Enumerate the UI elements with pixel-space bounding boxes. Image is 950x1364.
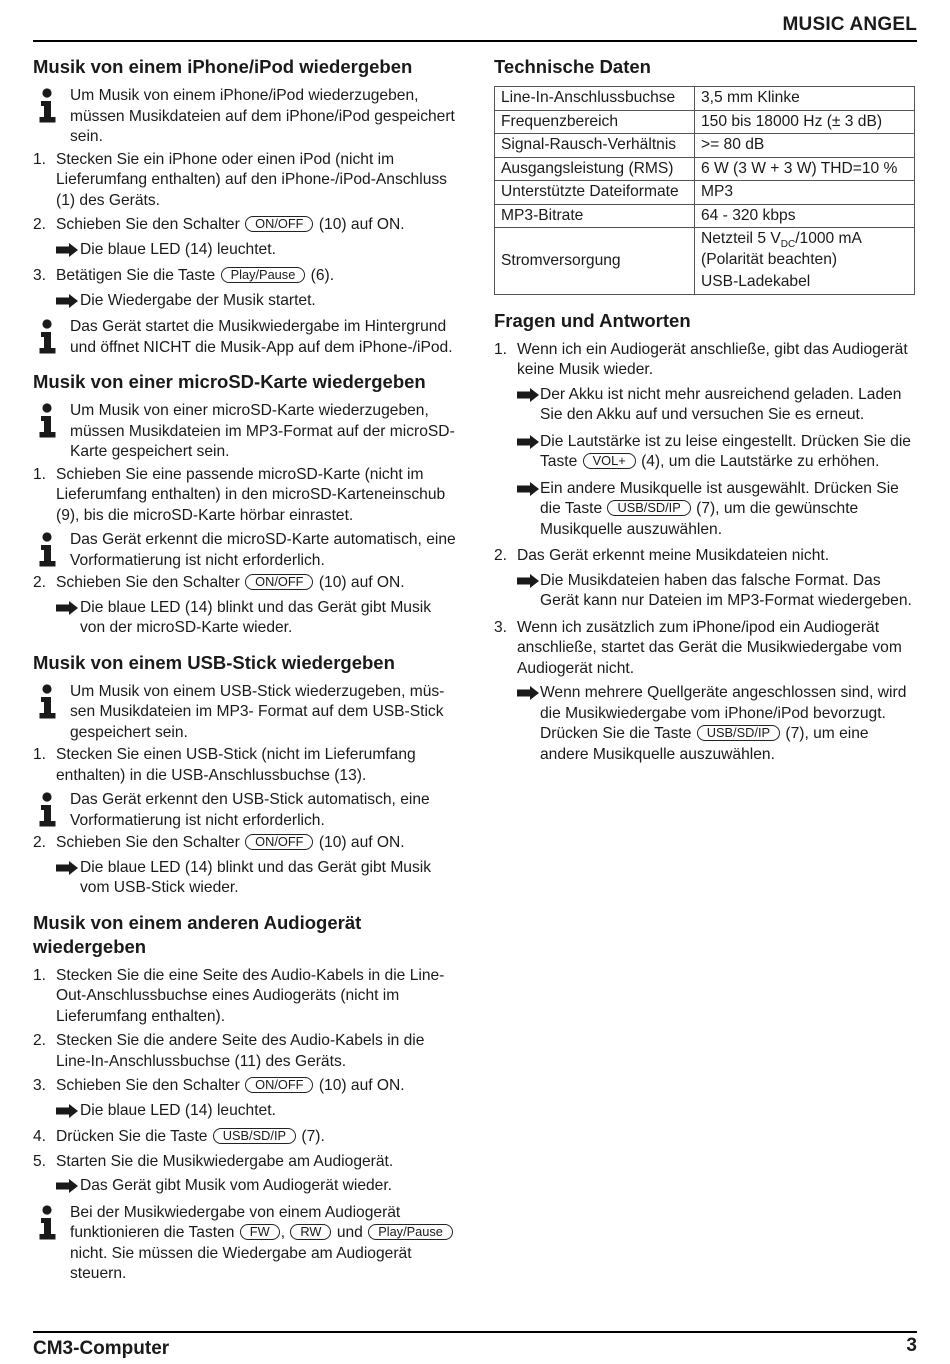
spec-value: MP3 [695, 181, 915, 205]
key-usb-sd-ip: USB/SD/IP [697, 725, 780, 741]
faq-question-1 [494, 340, 916, 381]
key-on-off: ON/OFF [245, 216, 313, 232]
spec-key: Line-In-Anschlussbuchse [495, 87, 695, 111]
step-number: 1. [33, 746, 47, 763]
section-title-audio: Musik von einem anderen Audiogerät wiedergeben [33, 911, 362, 957]
step-number: 5. [33, 1152, 47, 1170]
faq-answer [494, 683, 916, 765]
spec-key: MP3-Bitrate [495, 204, 695, 228]
table-row [495, 228, 915, 271]
step-number: 1. [33, 966, 47, 984]
step-text: Schieben Sie den Schalter [56, 1077, 240, 1094]
spec-value: 150 bis 18000 Hz (± 3 dB) [695, 110, 915, 134]
page-header [33, 12, 917, 42]
faq-answer [494, 432, 916, 473]
arrow-right-icon [516, 686, 540, 700]
section-tech-data [494, 55, 916, 295]
step-number: 2. [494, 547, 508, 564]
page-footer [33, 1331, 917, 1363]
table-row [495, 204, 915, 228]
step-text: Starten Sie die Musikwiedergabe am Audiogerät. [56, 1152, 394, 1170]
answer-text: (7), um eine andere Musikquelle auszuwählen. [540, 725, 869, 763]
key-fw: FW [240, 1224, 280, 1240]
step-2 [33, 1031, 458, 1072]
answer-text: Ein andere Musikquelle ist ausgewählt. Drücken Sie die Taste [540, 479, 899, 517]
step-result [33, 240, 458, 261]
step-number: 1. [33, 150, 47, 168]
page-number: 3 [906, 1335, 917, 1356]
step-text: Schieben Sie den Schalter [56, 834, 240, 851]
faq-answer [494, 571, 916, 612]
step-result [33, 1101, 458, 1122]
spec-key: Frequenzbereich [495, 110, 695, 134]
step-result [33, 291, 458, 312]
info-icon [37, 319, 59, 355]
answer-text: Wenn mehrere Quellgeräte angeschlossen sind, wird die Musikwiedergabe vom iPhone/iPod bevorzugt. Drücken Sie die Taste [540, 684, 907, 742]
result-text: Die blaue LED (14) blinkt und das Gerät gibt Musik vom USB-Stick wieder. [80, 858, 432, 896]
step-text: (6). [310, 267, 335, 284]
spec-value [695, 228, 915, 271]
step-number: 2. [33, 574, 47, 591]
step-1 [33, 150, 458, 212]
key-play-pause: Play/Pause [368, 1224, 453, 1240]
answer-text: Die Lautstärke ist zu leise eingestellt. Drücken Sie die Taste [540, 432, 911, 470]
arrow-right-icon [55, 294, 79, 308]
answer-text: (4), um die Lautstärke zu erhöhen. [641, 453, 880, 470]
answer-text: Die Musikdateien haben das falsche Format. Das Gerät kann nur Dateien im MP3-Format wiedergeben. [540, 571, 912, 609]
key-on-off: ON/OFF [245, 1077, 313, 1093]
arrow-right-icon [55, 861, 79, 875]
spec-value: 6 W (3 W + 3 W) THD=10 % [695, 157, 915, 181]
spec-key: Signal-Rausch-Verhältnis [495, 134, 695, 158]
step-number: 1. [33, 465, 47, 483]
section-faq [494, 309, 916, 766]
info-note [33, 317, 458, 358]
question-text: Wenn ich ein Audiogerät anschließe, gibt das Audiogerät keine Musik wieder. [517, 340, 908, 378]
key-rw: RW [290, 1224, 331, 1240]
table-row [495, 181, 915, 205]
spec-key: Stromversorgung [495, 228, 695, 295]
info-text: Um Musik von einem USB-Stick wiederzugeben, müs-sen Musikdateien im MP3- Format auf dem USB-Stick gespeichert sein. [70, 682, 445, 741]
step-number: 2. [33, 1032, 47, 1049]
spec-value: 64 - 320 kbps [695, 204, 915, 228]
step-text: Schieben Sie den Schalter [56, 216, 240, 233]
psu-text: /1000 mA [795, 230, 862, 247]
step-2 [33, 573, 458, 594]
info-note [33, 401, 458, 463]
key-play-pause: Play/Pause [221, 267, 306, 283]
step-result [33, 598, 458, 639]
spec-key: Ausgangsleistung (RMS) [495, 157, 695, 181]
step-text: Drücken Sie die Taste [56, 1128, 208, 1145]
key-usb-sd-ip: USB/SD/IP [607, 500, 690, 516]
key-on-off: ON/OFF [245, 574, 313, 590]
info-text: Bei der Musikwiedergabe von einem Audiogerät funktionieren die Tasten [70, 1203, 401, 1241]
faq-question-3 [494, 618, 916, 680]
info-note [33, 86, 458, 148]
section-audio [33, 911, 458, 1285]
info-text: Um Musik von einer microSD-Karte wiederzugeben, müssen Musikdateien im MP3-Format auf der microSD-Karte gespeichert sein. [70, 402, 455, 460]
right-column [494, 55, 916, 777]
step-5 [33, 1152, 458, 1173]
psu-sub: DC [780, 239, 796, 251]
psu-text: (Polarität beachten) [701, 250, 838, 268]
info-note [33, 682, 458, 744]
section-usb [33, 651, 458, 899]
spec-value: 3,5 mm Klinke [695, 87, 915, 111]
step-number: 3. [33, 267, 47, 284]
arrow-right-icon [516, 482, 540, 496]
step-number: 1. [494, 340, 508, 358]
arrow-right-icon [516, 388, 540, 402]
step-number: 3. [494, 618, 508, 636]
step-2 [33, 215, 458, 236]
left-column [33, 55, 458, 1297]
table-row [495, 157, 915, 181]
table-row [495, 110, 915, 134]
question-text: Wenn ich zusätzlich zum iPhone/ipod ein Audiogerät anschließe, startet das Gerät die Musikwiedergabe vom Audiogerät nicht. [517, 618, 902, 677]
step-1 [33, 465, 458, 527]
info-icon [37, 532, 59, 568]
info-note [33, 530, 458, 571]
step-text: Stecken Sie die andere Seite des Audio-Kabels in die Line-In-Anschlussbuchse (11) des Geräts. [56, 1032, 425, 1070]
step-text: Stecken Sie einen USB-Stick (nicht im Lieferumfang enthalten) in die USB-Anschlussbuchse (13). [56, 746, 416, 784]
step-text: Schieben Sie eine passende microSD-Karte (nicht im Lieferumfang enthalten) in den microSD-Karteneinschub (9), bis die microSD-Karte hörbar einrastet. [56, 465, 446, 524]
faq-question-2 [494, 546, 916, 567]
key-usb-sd-ip: USB/SD/IP [213, 1128, 296, 1144]
step-text: (10) auf ON. [318, 834, 405, 851]
step-3 [33, 1076, 458, 1097]
step-number: 2. [33, 216, 47, 233]
tech-table [494, 86, 915, 295]
result-text: Die blaue LED (14) leuchtet. [80, 240, 276, 258]
spec-value: >= 80 dB [695, 134, 915, 158]
info-text: , [280, 1224, 286, 1241]
arrow-right-icon [516, 435, 540, 449]
arrow-right-icon [55, 1104, 79, 1118]
step-text: Stecken Sie die eine Seite des Audio-Kabels in die Line-Out-Anschlussbuchse eines Audiogeräts (nicht im Lieferumfang enthalten). [56, 966, 445, 1025]
spec-key: Unterstützte Dateiformate [495, 181, 695, 205]
step-text: Schieben Sie den Schalter [56, 574, 240, 591]
info-icon [37, 88, 59, 124]
section-title-microsd: Musik von einer microSD-Karte wiedergeben [33, 371, 426, 392]
header-title: MUSIC ANGEL [782, 14, 917, 35]
step-number: 4. [33, 1128, 47, 1145]
step-result [33, 858, 458, 899]
info-text: nicht. Sie müssen die Wiedergabe am Audiogerät steuern. [70, 1244, 412, 1282]
section-title-faq: Fragen und Antworten [494, 309, 691, 331]
step-text: (7). [301, 1128, 325, 1145]
result-text: Die Wiedergabe der Musik startet. [80, 291, 316, 309]
faq-answer [494, 479, 916, 541]
answer-text: Der Akku ist nicht mehr ausreichend geladen. Laden Sie den Akku auf und versuchen Sie es erneut. [540, 385, 902, 423]
step-2 [33, 833, 458, 854]
step-1 [33, 966, 458, 1028]
step-text: Betätigen Sie die Taste [56, 267, 216, 284]
arrow-right-icon [55, 243, 79, 257]
step-text: (10) auf ON. [318, 574, 405, 591]
info-text: und [336, 1224, 363, 1241]
key-vol-plus: VOL+ [583, 453, 636, 469]
section-microsd [33, 370, 458, 639]
table-row [495, 87, 915, 111]
step-4 [33, 1127, 458, 1148]
info-note [33, 790, 458, 831]
info-text: Um Musik von einem iPhone/iPod wiederzugeben, müssen Musikdateien auf dem iPhone/iPod gespeichert sein. [70, 87, 455, 145]
question-text: Das Gerät erkennt meine Musikdateien nicht. [517, 547, 830, 564]
section-title-iphone: Musik von einem iPhone/iPod wiedergeben [33, 56, 413, 77]
step-text: (10) auf ON. [318, 1077, 405, 1094]
arrow-right-icon [516, 574, 540, 588]
info-text: Das Gerät erkennt die microSD-Karte automatisch, eine Vorformatierung ist nicht erforderlich. [70, 531, 456, 569]
step-result [33, 1176, 458, 1197]
result-text: Die blaue LED (14) leuchtet. [80, 1101, 276, 1119]
faq-answer [494, 385, 916, 426]
info-text: Das Gerät erkennt den USB-Stick automatisch, eine Vorformatierung ist nicht erforderlich. [70, 791, 430, 829]
info-icon [37, 792, 59, 828]
section-iphone [33, 55, 458, 358]
info-icon [37, 403, 59, 439]
info-icon [37, 684, 59, 720]
step-3 [33, 266, 458, 287]
answer-text: (7), um die gewünschte Musikquelle auszuwählen. [540, 500, 859, 538]
section-title-usb: Musik von einem USB-Stick wiedergeben [33, 651, 395, 673]
spec-value: USB-Ladekabel [695, 270, 915, 294]
step-number: 2. [33, 834, 47, 851]
result-text: Die blaue LED (14) blinkt und das Gerät gibt Musik von der microSD-Karte wieder. [80, 598, 432, 636]
table-row [495, 134, 915, 158]
arrow-right-icon [55, 601, 79, 615]
step-text: Stecken Sie ein iPhone oder einen iPod (nicht im Lieferumfang enthalten) auf den iPhone-/iPod-Anschluss (1) des Geräts. [56, 150, 447, 209]
step-text: (10) auf ON. [318, 216, 405, 233]
step-1 [33, 745, 458, 786]
info-icon [37, 1205, 59, 1241]
psu-text: Netzteil 5 V [701, 230, 781, 247]
info-text: Das Gerät startet die Musikwiedergabe im Hintergrund und öffnet NICHT die Musik-App auf dem iPhone-/iPod. [70, 318, 453, 356]
key-on-off: ON/OFF [245, 834, 313, 850]
section-title-tech: Technische Daten [494, 56, 651, 77]
arrow-right-icon [55, 1179, 79, 1193]
info-note [33, 1203, 458, 1285]
step-number: 3. [33, 1077, 47, 1094]
result-text: Das Gerät gibt Musik vom Audiogerät wieder. [80, 1177, 393, 1194]
footer-brand: CM3-Computer [33, 1338, 170, 1359]
